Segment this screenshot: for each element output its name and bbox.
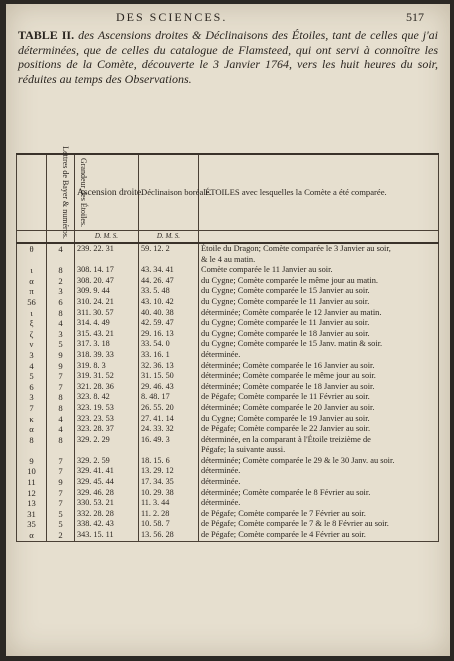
stars-cell: du Cygne; Comète comparée le 11 Janvier au soir. — [199, 297, 439, 308]
magnitude-cell: 8 — [47, 435, 75, 446]
table-row — [17, 276, 439, 287]
table-row — [17, 286, 439, 297]
ascension-cell: 332. 28. 28 — [75, 509, 139, 520]
stars-cell: du Cygne; Comète comparée le 18 Janvier au soir. — [199, 329, 439, 340]
magnitude-cell: 7 — [47, 488, 75, 499]
table-row — [17, 498, 439, 509]
bayer-cell — [17, 445, 47, 456]
magnitude-cell: 4 — [47, 424, 75, 435]
bayer-cell: 6 — [17, 382, 47, 393]
declination-cell: 10. 29. 38 — [139, 488, 199, 499]
table-row — [17, 350, 439, 361]
magnitude-cell: 2 — [47, 276, 75, 287]
magnitude-cell — [47, 255, 75, 266]
ascension-cell: 323. 19. 53 — [75, 403, 139, 414]
magnitude-cell: 5 — [47, 519, 75, 530]
table-row — [17, 403, 439, 414]
table-body — [17, 243, 439, 541]
ascension-cell: 308. 14. 17 — [75, 265, 139, 276]
bayer-cell: 10 — [17, 466, 47, 477]
ascension-cell: 323. 23. 53 — [75, 414, 139, 425]
ascension-cell: 321. 28. 36 — [75, 382, 139, 393]
magnitude-cell: 8 — [47, 308, 75, 319]
ascension-cell: 329. 2. 59 — [75, 456, 139, 467]
ascension-cell: 329. 2. 29 — [75, 435, 139, 446]
table-row — [17, 329, 439, 340]
table-row — [17, 318, 439, 329]
magnitude-cell: 4 — [47, 243, 75, 255]
table-row — [17, 392, 439, 403]
bayer-cell: 4 — [17, 361, 47, 372]
bayer-cell: 35 — [17, 519, 47, 530]
table-row — [17, 339, 439, 350]
stars-cell: Comète comparée le 11 Janvier au soir. — [199, 265, 439, 276]
header-ascension: Ascension droite. — [75, 154, 139, 231]
stars-cell: déterminée; Comète comparée le 29 & le 30 Janv. au soir. — [199, 456, 439, 467]
bayer-cell: κ — [17, 414, 47, 425]
ascension-cell — [75, 445, 139, 456]
stars-cell: déterminée; Comète comparée le 20 Janvier au soir. — [199, 403, 439, 414]
bayer-cell: ν — [17, 339, 47, 350]
magnitude-cell: 6 — [47, 297, 75, 308]
table-row — [17, 243, 439, 255]
bayer-cell: 5 — [17, 371, 47, 382]
declination-cell: 16. 49. 3 — [139, 435, 199, 446]
stars-cell: déterminée; Comète comparée le 16 Janvier au soir. — [199, 361, 439, 372]
unit-empty — [17, 231, 47, 244]
stars-cell: & le 4 au matin. — [199, 255, 439, 266]
magnitude-cell: 9 — [47, 350, 75, 361]
stars-cell: déterminée. — [199, 477, 439, 488]
header-bayer: Lettres de Bayer & numéros. — [17, 154, 47, 231]
stars-cell: Étoile du Dragon; Comète comparée le 3 Janvier au soir, — [199, 243, 439, 255]
magnitude-cell: 5 — [47, 339, 75, 350]
declination-cell: 10. 58. 7 — [139, 519, 199, 530]
table-row — [17, 530, 439, 541]
table-row — [17, 371, 439, 382]
magnitude-cell — [47, 445, 75, 456]
bayer-cell: π — [17, 286, 47, 297]
bayer-cell: 12 — [17, 488, 47, 499]
stars-cell: de Pégafe; Comète comparée le 11 Février au soir. — [199, 392, 439, 403]
bayer-cell: 11 — [17, 477, 47, 488]
magnitude-cell: 4 — [47, 414, 75, 425]
stars-cell: déterminée; Comète comparée le même jour au soir. — [199, 371, 439, 382]
bayer-cell: 56 — [17, 297, 47, 308]
declination-cell: 13. 56. 28 — [139, 530, 199, 541]
declination-cell: 33. 5. 48 — [139, 286, 199, 297]
table-row — [17, 308, 439, 319]
bayer-cell: 13 — [17, 498, 47, 509]
declination-cell: 44. 26. 47 — [139, 276, 199, 287]
magnitude-cell: 3 — [47, 329, 75, 340]
declination-cell: 11. 3. 44 — [139, 498, 199, 509]
declination-cell: 43. 10. 42 — [139, 297, 199, 308]
table-row — [17, 414, 439, 425]
ascension-cell: 319. 8. 3 — [75, 361, 139, 372]
magnitude-cell: 7 — [47, 371, 75, 382]
bayer-cell: 3 — [17, 392, 47, 403]
stars-cell: de Pégafe; Comète comparée le 4 Février au soir. — [199, 530, 439, 541]
ascension-cell: 330. 53. 21 — [75, 498, 139, 509]
ascension-cell: 311. 30. 57 — [75, 308, 139, 319]
ascension-cell: 319. 31. 52 — [75, 371, 139, 382]
ascension-cell: 323. 8. 42 — [75, 392, 139, 403]
magnitude-cell: 4 — [47, 318, 75, 329]
stars-cell: déterminée; Comète comparée le 12 Janvier au matin. — [199, 308, 439, 319]
magnitude-cell: 9 — [47, 477, 75, 488]
declination-cell: 8. 48. 17 — [139, 392, 199, 403]
star-table — [16, 146, 439, 542]
table-row — [17, 509, 439, 520]
table-row — [17, 255, 439, 266]
bayer-cell: 3 — [17, 350, 47, 361]
declination-cell: 33. 16. 1 — [139, 350, 199, 361]
running-head-title: DES SCIENCES. — [116, 10, 228, 24]
bayer-cell: 8 — [17, 435, 47, 446]
bayer-cell: ι — [17, 308, 47, 319]
table-row — [17, 466, 439, 477]
ascension-cell: 338. 42. 43 — [75, 519, 139, 530]
ascension-cell: 308. 20. 47 — [75, 276, 139, 287]
declination-cell: 17. 34. 35 — [139, 477, 199, 488]
unit-empty — [199, 231, 439, 244]
stars-cell: déterminée, en la comparant à l'Étoile treizième de — [199, 435, 439, 446]
stars-cell: déterminée; Comète comparée le 18 Janvier au soir. — [199, 382, 439, 393]
ascension-cell: 309. 9. 44 — [75, 286, 139, 297]
stars-cell: du Cygne; Comète comparée le 11 Janvier au soir. — [199, 318, 439, 329]
ascension-cell: 315. 43. 21 — [75, 329, 139, 340]
ascension-cell: 310. 24. 21 — [75, 297, 139, 308]
magnitude-cell: 7 — [47, 382, 75, 393]
bayer-cell: ζ — [17, 329, 47, 340]
table-label: TABLE II. — [18, 28, 75, 42]
table-row — [17, 361, 439, 372]
table-row — [17, 519, 439, 530]
bayer-cell: α — [17, 530, 47, 541]
table-row — [17, 297, 439, 308]
stars-cell: du Cygne; Comète comparée le 15 Janv. matin & soir. — [199, 339, 439, 350]
stars-cell: déterminée. — [199, 350, 439, 361]
table-row — [17, 477, 439, 488]
ascension-cell: 318. 39. 33 — [75, 350, 139, 361]
bayer-cell: ι — [17, 265, 47, 276]
declination-cell: 40. 40. 38 — [139, 308, 199, 319]
declination-cell: 24. 33. 32 — [139, 424, 199, 435]
bayer-cell: 9 — [17, 456, 47, 467]
unit-dec: D. M. S. — [139, 231, 199, 244]
declination-cell: 59. 12. 2 — [139, 243, 199, 255]
declination-cell — [139, 255, 199, 266]
stars-cell: déterminée. — [199, 498, 439, 509]
bayer-cell: α — [17, 276, 47, 287]
stars-cell: Pégafe; la suivante aussi. — [199, 445, 439, 456]
declination-cell — [139, 445, 199, 456]
ascension-cell: 343. 15. 11 — [75, 530, 139, 541]
ascension-cell: 329. 41. 41 — [75, 466, 139, 477]
declination-cell: 31. 15. 50 — [139, 371, 199, 382]
declination-cell: 43. 34. 41 — [139, 265, 199, 276]
header-stars: ÉTOILES avec lesquelles la Comète a été comparée. — [199, 154, 439, 231]
unit-asc: D. M. S. — [75, 231, 139, 244]
declination-cell: 42. 59. 47 — [139, 318, 199, 329]
ascension-cell — [75, 255, 139, 266]
ascension-cell: 329. 46. 28 — [75, 488, 139, 499]
magnitude-cell: 7 — [47, 466, 75, 477]
stars-cell: déterminée. — [199, 466, 439, 477]
magnitude-cell: 9 — [47, 361, 75, 372]
stars-cell: du Cygne; Comète comparée le 15 Janvier au soir. — [199, 286, 439, 297]
running-head — [6, 10, 450, 26]
bayer-cell: 31 — [17, 509, 47, 520]
stars-cell: de Pégafe; Comète comparée le 22 Janvier au soir. — [199, 424, 439, 435]
magnitude-cell: 7 — [47, 456, 75, 467]
declination-cell: 18. 15. 6 — [139, 456, 199, 467]
table-row — [17, 424, 439, 435]
declination-cell: 32. 36. 13 — [139, 361, 199, 372]
table-row — [17, 456, 439, 467]
bayer-cell: α — [17, 424, 47, 435]
bayer-cell: ξ — [17, 318, 47, 329]
magnitude-cell: 2 — [47, 530, 75, 541]
ascension-cell: 314. 4. 49 — [75, 318, 139, 329]
table-row — [17, 445, 439, 456]
bayer-cell — [17, 255, 47, 266]
page-number: 517 — [406, 10, 424, 24]
stars-cell: déterminée; Comète comparée le 8 Février au soir. — [199, 488, 439, 499]
book-page — [6, 4, 450, 656]
stars-cell: de Pégafe; Comète comparée le 7 & le 8 Février au soir. — [199, 519, 439, 530]
table-caption-text: des Ascensions droites & Déclinaisons des Étoiles, tant de celles que j'ai déterminées, que de celles du catalogue de Flamsteed, qui ont servi à connoître les positions de la Comète, découverte le 3 Janvier 1764, vers les huit heures du soir, réduites au temps des Observations. — [18, 28, 438, 86]
table-caption — [18, 28, 438, 86]
table-row — [17, 435, 439, 446]
ascension-cell: 239. 22. 31 — [75, 243, 139, 255]
declination-cell: 33. 54. 0 — [139, 339, 199, 350]
magnitude-cell: 8 — [47, 265, 75, 276]
magnitude-cell: 7 — [47, 498, 75, 509]
stars-cell: de Pégafe; Comète comparée le 7 Février au soir. — [199, 509, 439, 520]
stars-cell: du Cygne; Comète comparée le 19 Janvier au soir. — [199, 414, 439, 425]
table-row — [17, 488, 439, 499]
header-declination: Déclinaison boréale. — [139, 154, 199, 231]
table-row — [17, 265, 439, 276]
declination-cell: 26. 55. 20 — [139, 403, 199, 414]
ascension-cell: 329. 45. 44 — [75, 477, 139, 488]
stars-cell: du Cygne; Comète comparée le même jour au matin. — [199, 276, 439, 287]
magnitude-cell: 5 — [47, 509, 75, 520]
magnitude-cell: 8 — [47, 403, 75, 414]
header-magnitude: Grandeur des Étoiles. — [47, 154, 75, 231]
declination-cell: 29. 16. 13 — [139, 329, 199, 340]
ascension-cell: 317. 3. 18 — [75, 339, 139, 350]
declination-cell: 27. 41. 14 — [139, 414, 199, 425]
magnitude-cell: 3 — [47, 286, 75, 297]
magnitude-cell: 8 — [47, 392, 75, 403]
bayer-cell: 7 — [17, 403, 47, 414]
bayer-cell: θ — [17, 243, 47, 255]
declination-cell: 29. 46. 43 — [139, 382, 199, 393]
declination-cell: 11. 2. 28 — [139, 509, 199, 520]
table-row — [17, 382, 439, 393]
declination-cell: 13. 29. 12 — [139, 466, 199, 477]
ascension-cell: 323. 28. 37 — [75, 424, 139, 435]
